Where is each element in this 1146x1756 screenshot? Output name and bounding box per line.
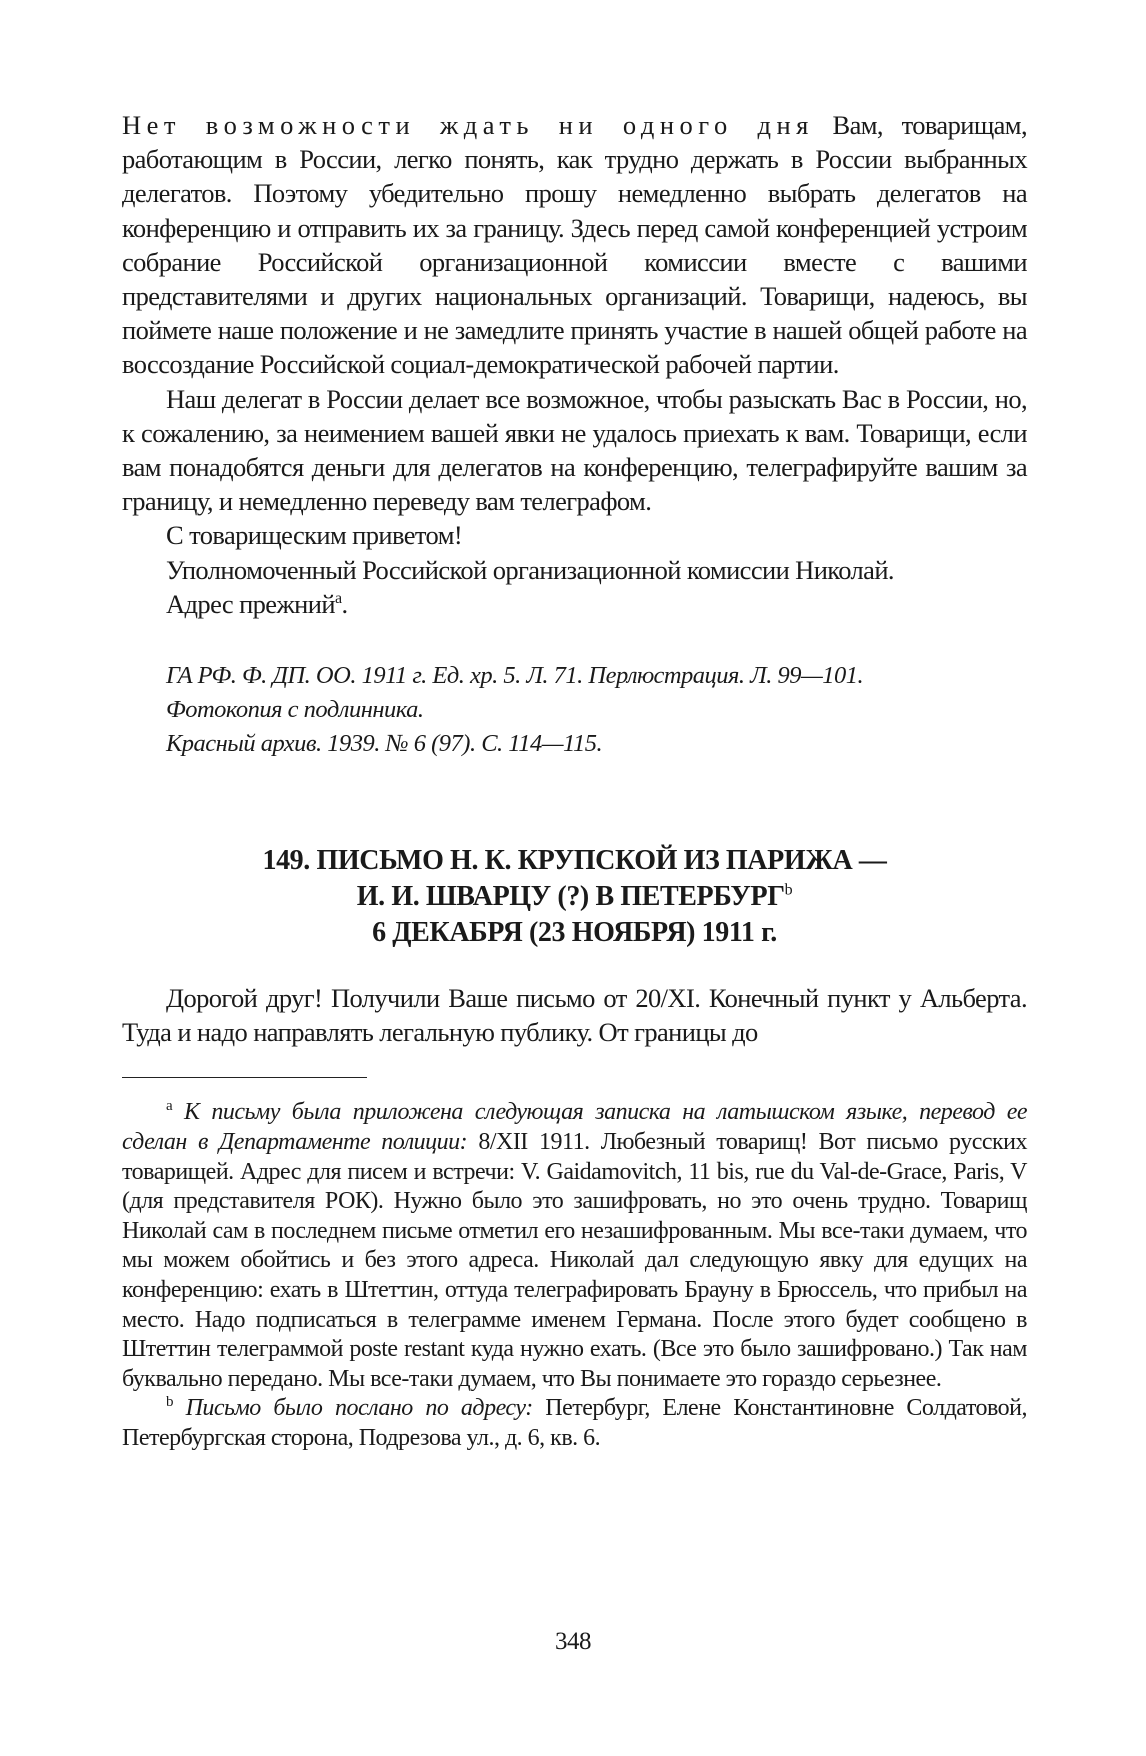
heading-line: 6 ДЕКАБРЯ (23 НОЯБРЯ) 1911 г. <box>372 917 777 949</box>
source-line: Фотокопия с подлинника. <box>166 696 424 724</box>
paragraph <box>122 108 1027 382</box>
footnote-divider <box>122 1077 367 1078</box>
book-page <box>122 108 1027 1454</box>
heading-text: И. И. ШВАРЦУ (?) В ПЕТЕРБУРГ <box>356 881 785 913</box>
footnote-text: Петербург, Елене Константиновне Солдатовой, Петербургская сторона, Подрезова ул., д. 6, кв. 6. <box>122 1395 1028 1451</box>
footnote-ref-b[interactable]: b <box>784 881 793 899</box>
footnote-italic: К письму была приложена следующая записка на латышском языке, перевод ее сделан в Департаменте полиции: <box>122 1099 1028 1156</box>
punct: . <box>341 588 348 619</box>
source-citation <box>122 659 1027 761</box>
footnote-text: 8/XII 1911. Любезный товарищ! Вот письмо русских товарищей. Адрес для писем и встречи: V. Gaidamovitch, 11 bis, rue du Val-de-Grace, Paris, V (для представителя РОК). Нужно было это зашифровать, но это очень трудно. Товарищ Николай сам в последнем письме отметил его незашифрованным. Мы все-таки думаем, что мы можем обойтись и без этого адреса. Николай дал следующую явку для едущих на конференцию: ехать в Штеттин, оттуда телеграфировать Брауну в Брюссель, что прибыл на место. Надо подписаться в телеграмме именем Германа. После этого будет сообщено в Штеттин телеграммой poste restant куда нужно ехать. (Все это было зашифровано.) Так нам буквально передано. Мы все-таки думаем, что Вы понимаете это гораздо серьезнее. <box>122 1129 1028 1392</box>
address-note <box>122 587 1027 621</box>
address-text: Адрес прежний <box>166 588 335 619</box>
paragraph: Наш делегат в России делает все возможное, чтобы разыскать Вас в России, но, к сожалению, за неимением вашей явки не удалось приехать к вам. Товарищи, если вам понадобятся деньги для делегатов на конференцию, телеграфируйте вашим за границу, и немедленно переведу вам телеграфом. <box>122 383 1027 517</box>
paragraph-text: Вам, товарищам, работающим в России, легко понять, как трудно держать в России выбранных делегатов. Поэтому убедительно прошу немедленно выбрать делегатов на конференцию и отправить их за границу. Здесь перед самой конференцией устроим собрание Российской организационной комиссии вместе с вашими представителями и других национальных организаций. Товарищи, надеюсь, вы поймете наше положение и не замедлите принять участие в нашей общей работе на воссоздание Российской социал-демократической рабочей партии. <box>122 110 1027 380</box>
greeting: С товарищеским приветом! <box>166 520 463 551</box>
page-number: 348 <box>555 1628 591 1655</box>
signature: Уполномоченный Российской организационной комиссии Николай. <box>166 554 894 585</box>
letter-149 <box>122 981 1027 1049</box>
footnote-a <box>122 1098 1027 1394</box>
footnotes <box>122 1098 1027 1453</box>
document-heading <box>122 843 1027 951</box>
source-line: ГА РФ. Ф. ДП. ОО. 1911 г. Ед. хр. 5. Л. 71. Перлюстрация. Л. 99—101. <box>166 662 864 690</box>
source-line: Красный архив. 1939. № 6 (97). С. 114—115. <box>166 730 603 758</box>
spaced-emphasis: Нет возможности ждать ни одного дня <box>122 110 814 140</box>
footnote-b <box>122 1394 1027 1453</box>
letter-148-ending <box>122 108 1027 621</box>
footnote-italic: Письмо было послано по адресу: <box>185 1395 533 1422</box>
footnote-mark: a <box>166 1098 173 1115</box>
heading-line <box>122 879 1027 915</box>
footnote-mark: b <box>166 1394 173 1411</box>
paragraph: Дорогой друг! Получили Ваше письмо от 20/XI. Конечный пункт у Альберта. Туда и надо направлять легальную публику. От границы до <box>122 983 1027 1048</box>
footnote-ref-a[interactable]: a <box>334 590 342 608</box>
heading-line: 149. ПИСЬМО Н. К. КРУПСКОЙ ИЗ ПАРИЖА — <box>262 845 887 877</box>
